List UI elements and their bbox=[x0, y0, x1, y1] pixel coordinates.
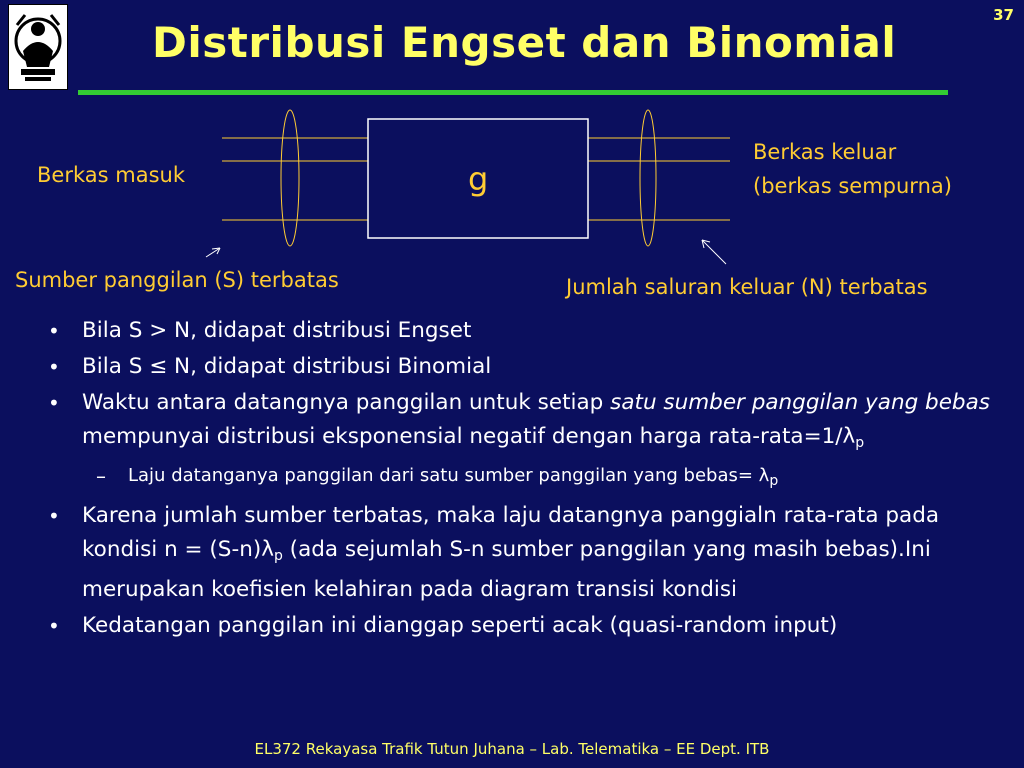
bullet-binomial: • Bila S ≤ N, didapat distribusi Binomial bbox=[44, 350, 994, 384]
source-label: Sumber panggilan (S) terbatas bbox=[15, 268, 339, 292]
bullet-marker: • bbox=[48, 391, 60, 415]
bullet-list bbox=[44, 314, 994, 645]
bullet-interarrival: • Waktu antara datangnya panggilan untuk setiap satu sumber panggilan yang bebas mempunyai distribusi eksponensial negatif dengan harga rata-$rata=1/\lambda_p$ bbox=[44, 386, 994, 460]
bullet-quasi-random: • Kedatangan panggilan ini dianggap seperti acak (quasi-random input) bbox=[44, 609, 994, 643]
leq-symbol: ≤ bbox=[149, 354, 168, 379]
lambda-symbol: λ bbox=[261, 537, 274, 562]
page-title: Distribusi Engset dan Binomial bbox=[152, 18, 897, 67]
switch-label: g bbox=[468, 160, 489, 198]
lambda-symbol: λ bbox=[758, 465, 770, 486]
output-label-line2: (berkas sempurna) bbox=[753, 174, 952, 198]
input-ellipse bbox=[281, 110, 299, 246]
bullet-marker: • bbox=[48, 504, 60, 528]
bullet-engset: • Bila S > N, didapat distribusi Engset bbox=[44, 314, 994, 348]
bullet-marker: • bbox=[48, 319, 60, 343]
output-ellipse bbox=[640, 110, 656, 246]
bullet-marker: • bbox=[48, 355, 60, 379]
channel-label: Jumlah saluran keluar (N) terbatas bbox=[566, 275, 928, 299]
bullet-birth-rate: • Karena jumlah sumber terbatas, maka laju datangnya panggialn rata-rata pada kondisi $n = (S-n)\lambda_p$ (ada sejumlah S-n sumber panggilan yang masih bebas).Ini merupakan koefisien kelahiran pada diagram transisi kondisi bbox=[44, 499, 994, 607]
sub-bullet-rate: – Laju datanganya panggilan dari satu sumber panggilan yang bebas= $\lambda_p$ bbox=[96, 464, 779, 489]
output-label-line1: Berkas keluar bbox=[753, 140, 897, 164]
bullet-marker: • bbox=[48, 614, 60, 638]
lambda-symbol: λ bbox=[842, 424, 856, 449]
footer-text: EL372 Rekayasa Trafik Tutun Juhana – Lab. Telematika – EE Dept. ITB bbox=[254, 740, 770, 758]
page-number: 37 bbox=[993, 6, 1014, 24]
dash-marker: – bbox=[96, 464, 106, 488]
input-label: Berkas masuk bbox=[37, 163, 185, 187]
